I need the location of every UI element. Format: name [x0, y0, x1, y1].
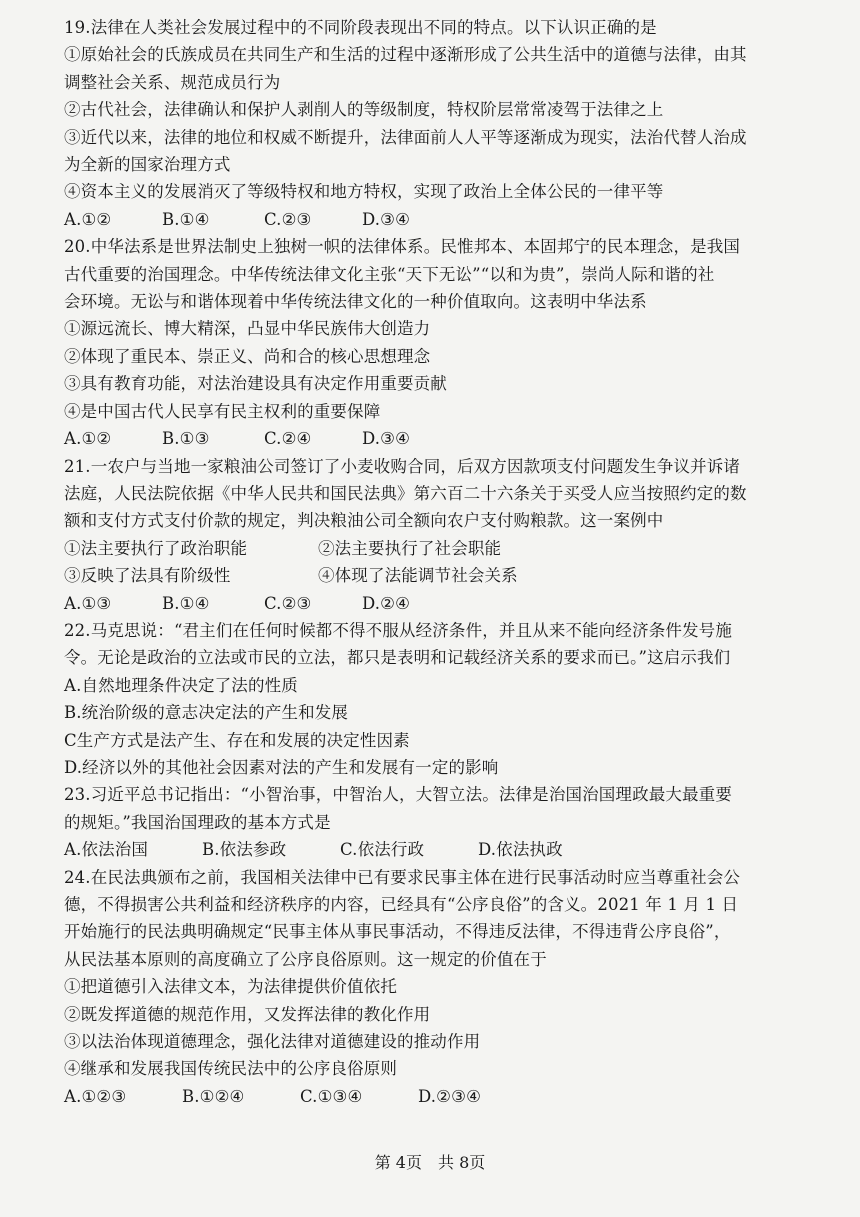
question-stem-cont: 法庭，人民法院依据《中华人民共和国民法典》第六百二十六条关于买受人应当按照约定的数	[64, 483, 747, 503]
statement-2: ②法主要执行了社会职能	[318, 538, 502, 558]
option-b: B.依法参政	[202, 840, 287, 860]
option-a: A.①②③	[64, 1086, 127, 1106]
option-c: C.②③	[264, 209, 312, 229]
statement-2: ②体现了重民本、崇正义、尚和合的核心思想理念	[64, 346, 431, 366]
statement-4: ④资本主义的发展消灭了等级特权和地方特权，实现了政治上全体公民的一律平等	[64, 182, 664, 202]
option-d: D.②④	[362, 593, 411, 613]
option-b: B.①③	[162, 429, 210, 449]
statement-2: ②古代社会，法律确认和保护人剥削人的等级制度，特权阶层常常凌驾于法律之上	[64, 100, 664, 120]
option-d: D.②③④	[418, 1086, 482, 1106]
statement-3: ③近代以来，法律的地位和权威不断提升，法律面前人人平等逐渐成为现实，法治代替人治成	[64, 127, 747, 147]
question-stem-cont: 从民法基本原则的高度确立了公序良俗原则。这一规定的价值在于	[64, 949, 547, 969]
answer-options	[64, 836, 814, 863]
question-stem: 19.法律在人类社会发展过程中的不同阶段表现出不同的特点。以下认识正确的是	[64, 18, 657, 37]
statement-3: ③以法治体现道德理念，强化法律对道德建设的推动作用	[64, 1032, 481, 1052]
question-stem-cont: 德，不得损害公共利益和经济秩序的内容，已经具有“公序良俗”的含义。2021 年 1 月 1 日	[64, 895, 739, 914]
statement-3-cont: 为全新的国家治理方式	[64, 155, 231, 175]
question-23	[64, 781, 814, 863]
question-21	[64, 453, 814, 617]
page-footer	[0, 1150, 860, 1173]
question-stem: 24.在民法典颁布之前，我国相关法律中已有要求民事主体在进行民事活动时应当尊重社会公	[64, 867, 741, 887]
option-a: A.①③	[64, 593, 112, 613]
question-stem-cont: 古代重要的治国理念。中华传统法律文化主张“天下无讼”“以和为贵”，崇尚人际和谐的社	[64, 264, 715, 284]
statement-1: ①把道德引入法律文本，为法律提供价值依托	[64, 977, 397, 997]
statement-1: ①源远流长、博大精深，凸显中华民族伟大创造力	[64, 319, 431, 339]
option-b: B.统治阶级的意志决定法的产生和发展	[64, 703, 349, 723]
question-stem-cont: 令。无论是政治的立法或市民的立法，都只是表明和记载经济关系的要求而已。”这启示我们	[64, 648, 731, 668]
answer-options	[64, 590, 814, 617]
question-stem-cont: 开始施行的民法典明确规定“民事主体从事民事活动，不得违反法律，不得违背公序良俗”，	[64, 922, 731, 942]
question-stem-cont: 额和支付方式支付价款的规定，判决粮油公司全额向农户支付购粮款。这一案例中	[64, 511, 664, 531]
question-stem: 20.中华法系是世界法制史上独树一帜的法律体系。民惟邦本、本固邦宁的民本理念，是我国	[64, 237, 741, 257]
option-d: D.经济以外的其他社会因素对法的产生和发展有一定的影响	[64, 757, 499, 777]
option-c: C生产方式是法产生、存在和发展的决定性因素	[64, 730, 410, 750]
option-c: C.①③④	[300, 1086, 363, 1106]
statement-1: ①原始社会的氏族成员在共同生产和生活的过程中逐渐形成了公共生活中的道德与法律，由其	[64, 45, 747, 65]
answer-options	[64, 425, 814, 452]
option-c: C.②④	[264, 429, 312, 449]
option-d: D.③④	[362, 209, 411, 229]
question-stem: 22.马克思说：“君主们在任何时候都不得不服从经济条件，并且从来不能向经济条件发号施	[64, 620, 732, 640]
statement-4: ④体现了法能调节社会关系	[318, 566, 518, 586]
question-stem-cont: 会环境。无讼与和谐体现着中华传统法律文化的一种价值取向。这表明中华法系	[64, 292, 647, 312]
option-a: A.自然地理条件决定了法的性质	[64, 675, 298, 695]
option-d: D.依法执政	[478, 840, 563, 860]
option-a: A.①②	[64, 209, 112, 229]
option-d: D.③④	[362, 429, 411, 449]
page-total: 共 8页	[438, 1153, 486, 1172]
option-b: B.①②④	[182, 1086, 245, 1106]
statement-1: ①法主要执行了政治职能	[64, 538, 248, 558]
option-c: C.②③	[264, 593, 312, 613]
answer-options	[64, 206, 814, 233]
question-24	[64, 864, 814, 1111]
statements-row-1	[64, 535, 814, 562]
question-list	[64, 14, 814, 1110]
statement-2: ②既发挥道德的规范作用，又发挥法律的教化作用	[64, 1004, 431, 1024]
question-22	[64, 617, 814, 781]
statements-row-2	[64, 562, 814, 589]
statement-3: ③反映了法具有阶级性	[64, 566, 231, 586]
statement-4: ④是中国古代人民享有民主权利的重要保障	[64, 401, 381, 421]
statement-4: ④继承和发展我国传统民法中的公序良俗原则	[64, 1059, 397, 1079]
statement-1-cont: 调整社会关系、规范成员行为	[64, 72, 281, 92]
question-stem-cont: 的规矩。”我国治国理政的基本方式是	[64, 812, 331, 832]
question-19	[64, 14, 814, 233]
question-20	[64, 233, 814, 452]
option-c: C.依法行政	[340, 840, 425, 860]
option-b: B.①④	[162, 593, 210, 613]
question-stem: 21.一农户与当地一家粮油公司签订了小麦收购合同，后双方因款项支付问题发生争议并诉诸	[64, 456, 741, 476]
option-a: A.①②	[64, 429, 112, 449]
answer-options	[64, 1083, 814, 1110]
page-number: 第 4页	[374, 1153, 422, 1172]
statement-3: ③具有教育功能，对法治建设具有决定作用重要贡献	[64, 374, 447, 394]
option-a: A.依法治国	[64, 840, 149, 860]
option-b: B.①④	[162, 209, 210, 229]
question-stem: 23.习近平总书记指出：“小智治事，中智治人，大智立法。法律是治国治国理政最大最重要	[64, 785, 732, 805]
